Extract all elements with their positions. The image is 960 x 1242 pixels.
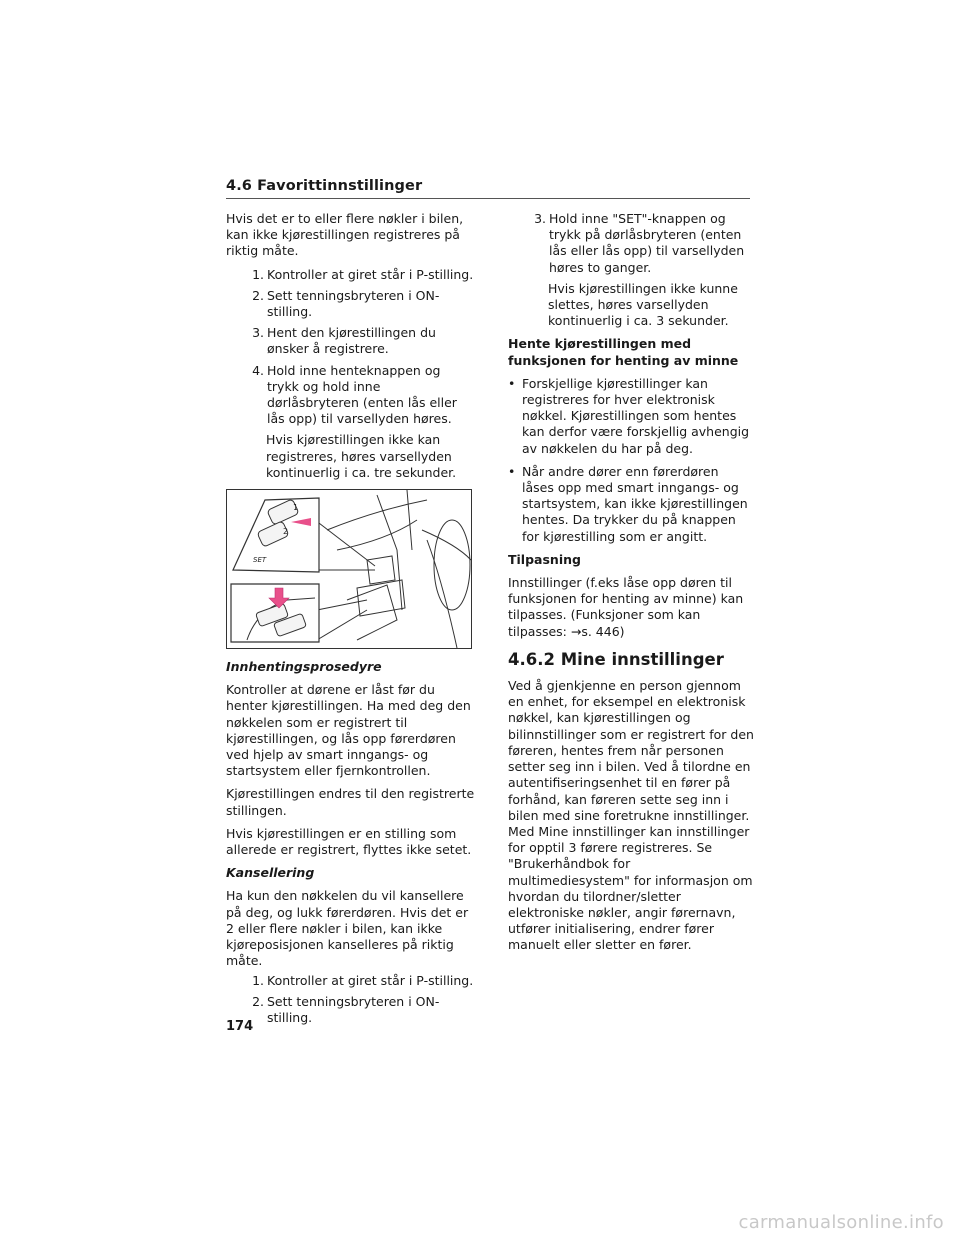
svg-text:1: 1 (293, 503, 299, 513)
step-item (246, 363, 476, 428)
step-text: Hent den kjørestillingen du ønsker å registrere. (267, 325, 436, 357)
step-text: Kontroller at giret står i P-stilling. (267, 972, 474, 988)
step-number: 1. (252, 972, 264, 988)
memory-recall-heading: Hente kjørestillingen med funksjonen for henting av minne (508, 336, 739, 368)
step-note: Hvis kjørestillingen ikke kan registreres, høres varsellyden kontinuerlig i ca. tre sekunder. (266, 432, 457, 480)
step-number: 4. (252, 362, 264, 378)
step-number: 3. (252, 325, 264, 341)
bullet-text: Når andre dører enn førerdøren låses opp med smart inngangs- og startsystem, kan ikke kjørestillingen hentes. Da trykker du på knappen for kjørestilling som er angitt. (522, 463, 748, 544)
cancellation-steps (226, 973, 476, 1027)
right-column (508, 211, 754, 961)
left-column (226, 211, 476, 1031)
step-text: Hold inne "SET"-knappen og trykk på dørlåsbryteren (enten lås eller lås opp) til varsellyden høres to ganger. (549, 211, 745, 275)
bullet-text: Forskjellige kjørestillinger kan registreres for hver elektronisk nøkkel. Kjørestillingen som hentes kan derfor være forskjellig avhengig av nøkkelen du har på deg. (522, 375, 750, 456)
intro-paragraph: Hvis det er to eller flere nøkler i bilen, kan ikke kjørestillingen registreres på riktig måte. (226, 211, 464, 259)
svg-text:SET: SET (253, 556, 267, 565)
step-item (246, 994, 476, 1026)
step-item (528, 211, 754, 276)
cancellation-steps-continued (508, 211, 754, 329)
step-text: Kontroller at giret står i P-stilling. (267, 266, 474, 282)
car-door-illustration (227, 490, 471, 648)
section-header-title: 4.6 Favorittinnstillinger (226, 178, 423, 194)
step-number: 3. (534, 211, 546, 226)
door-switch-illustration (226, 489, 472, 649)
step-item (246, 325, 476, 357)
page-header (226, 178, 750, 199)
retrieval-paragraph-2: Kjørestillingen endres til den registrerte stillingen. (226, 786, 475, 818)
step-item (246, 973, 476, 989)
bullet-mark: • (508, 375, 516, 391)
step-number: 2. (252, 993, 264, 1009)
step-text: Sett tenningsbryteren i ON-stilling. (267, 287, 440, 320)
header-rule (226, 198, 750, 199)
step-text: Hold inne henteknappen og trykk og hold inne dørlåsbryteren (enten lås eller lås opp) til varsellyden høres. (267, 362, 457, 427)
section-paragraph: Ved å gjenkjenne en person gjennom en enhet, for eksempel en elektronisk nøkkel, kan kjørestillingen og bilinnstillinger som er registrert for den føreren, hentes frem når personen setter seg inn i bilen. Ved å tilordne en autentifiseringsenhet til en fører på forhånd, kan føreren sette seg inn i bilen med sine foretrukne innstillinger. Med Mine innstillinger kan innstillinger for opptil 3 førere registreres. Se "Brukerhåndbok for multimediesystem" for informasjon om hvordan du tilordner/sletter elektroniske nøkler, angir førernavn, utfører initialisering, endrer fører manuelt eller sletter en fører. (508, 678, 754, 953)
step-text: Sett tenningsbryteren i ON-stilling. (267, 993, 440, 1025)
list-item (508, 376, 754, 457)
page-number: 174 (226, 1019, 254, 1034)
retrieval-procedure-heading: Innhentingsprosedyre (226, 659, 382, 675)
customization-paragraph: Innstillinger (f.eks låse opp døren til funksjonen for henting av minne) kan tilpasses. (Funksjoner som kan tilpasses: →s. 446) (508, 575, 744, 639)
bullet-mark: • (508, 463, 516, 479)
retrieval-paragraph-3: Hvis kjørestillingen er en stilling som allerede er registrert, flyttes ikke setet. (226, 825, 472, 858)
customization-heading: Tilpasning (508, 551, 581, 567)
step-item (246, 267, 476, 283)
registration-steps (226, 267, 476, 481)
step-number: 1. (252, 266, 264, 282)
door-lock-switch-inset (231, 584, 319, 642)
step-item (246, 288, 476, 320)
step-note: Hvis kjørestillingen ikke kunne slettes, høres varsellyden kontinuerlig i ca. 3 sekunder. (548, 280, 738, 329)
watermark: carmanualsonline.info (738, 1212, 944, 1233)
list-item (508, 464, 754, 545)
section-title-mine-innstillinger: 4.6.2 Mine innstillinger (508, 649, 724, 669)
svg-text:2: 2 (283, 527, 289, 537)
cancellation-heading: Kansellering (226, 865, 315, 881)
cancellation-paragraph: Ha kun den nøkkelen du vil kansellere på deg, og lukk førerdøren. Hvis det er 2 eller flere nøkler i bilen, kan ikke kjøreposisjonen kanselleres på riktig måte. (226, 888, 469, 969)
retrieval-paragraph-1: Kontroller at dørene er låst før du henter kjørestillingen. Ha med deg den nøkkelen som er registrert til kjørestillingen, og lås opp førerdøren ved hjelp av smart inngangs- og startsystem eller fjernkontrollen. (226, 682, 471, 779)
step-number: 2. (252, 287, 264, 303)
